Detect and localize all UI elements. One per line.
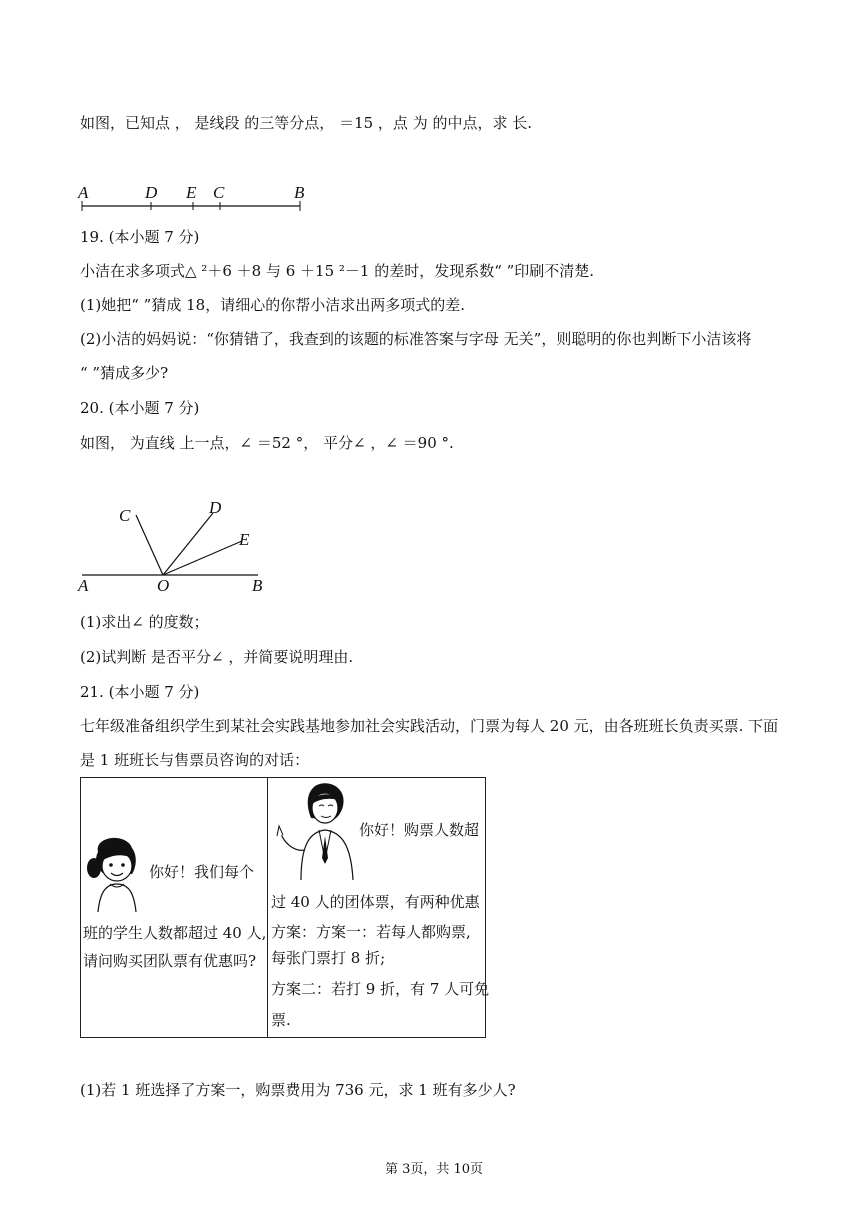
q18-stem: 如图，已知点 ， 是线段 的三等分点， ＝15 ，点 为 的中点，求 长. bbox=[80, 114, 533, 132]
seller-line5: 方案二：若打 9 折，有 7 人可免 bbox=[271, 980, 490, 998]
q19-part2-line1: (2)小洁的妈妈说：“你猜错了，我查到的该题的标准答案与字母 无关”，则聪明的你也判断下小洁该将 bbox=[80, 330, 752, 348]
page-footer: 第 3页，共 10页 bbox=[384, 1162, 484, 1177]
q20-label-o: O bbox=[157, 576, 170, 595]
seller-line2: 过 40 人的团体票，有两种优惠 bbox=[271, 893, 480, 911]
seller-line1: 你好！购票人数超 bbox=[359, 821, 480, 839]
q18-label-e: E bbox=[186, 183, 197, 202]
seller-line4: 每张门票打 8 折; bbox=[271, 949, 386, 967]
q20-label-a: A bbox=[78, 576, 89, 595]
q20-label-e: E bbox=[239, 530, 250, 549]
q19-part1: (1)她把“ ”猜成 18，请细心的你帮小洁求出两多项式的差. bbox=[80, 296, 465, 314]
q20-label-d: D bbox=[209, 498, 222, 517]
q19-header: 19. (本小题 7 分) bbox=[80, 228, 200, 246]
q20-stem: 如图， 为直线 上一点，∠ ＝52 °， 平分∠ ，∠ ＝90 °. bbox=[80, 434, 454, 452]
q21-dialogue-table bbox=[80, 777, 490, 1038]
seller-line3: 方案：方案一：若每人都购票, bbox=[271, 923, 471, 941]
student-girl-illustration bbox=[84, 834, 150, 914]
q18-label-b: B bbox=[294, 183, 305, 202]
q18-label-a: A bbox=[78, 183, 89, 202]
q18-segment-figure bbox=[76, 180, 316, 214]
ticket-seller-illustration bbox=[271, 780, 367, 884]
seller-line6: 票. bbox=[271, 1011, 291, 1029]
q20-part1: (1)求出∠ 的度数； bbox=[80, 613, 209, 631]
q21-table-divider bbox=[267, 778, 268, 1037]
q21-stem-line2: 是 1 班班长与售票员咨询的对话： bbox=[80, 751, 310, 769]
student-line2: 班的学生人数都超过 40 人, bbox=[83, 924, 267, 942]
student-line3: 请问购买团队票有优惠吗? bbox=[83, 952, 257, 970]
q19-part2-line2: “ ”猜成多少? bbox=[80, 364, 169, 382]
q20-label-c: C bbox=[119, 506, 131, 525]
student-line1: 你好！我们每个 bbox=[149, 863, 255, 881]
q18-label-d: D bbox=[145, 183, 158, 202]
q20-angle-figure bbox=[76, 496, 276, 600]
q21-part1: (1)若 1 班选择了方案一，购票费用为 736 元，求 1 班有多少人? bbox=[80, 1081, 516, 1099]
q20-part2: (2)试判断 是否平分∠ ，并简要说明理由. bbox=[80, 648, 354, 666]
q19-stem: 小洁在求多项式△ ²＋6 ＋8 与 6 ＋15 ²－1 的差时，发现系数“ ”印刷不清楚. bbox=[80, 262, 595, 280]
q21-stem-line1: 七年级准备组织学生到某社会实践基地参加社会实践活动，门票为每人 20 元，由各班班长负责买票. 下面 bbox=[80, 717, 779, 735]
q20-header: 20. (本小题 7 分) bbox=[80, 399, 200, 417]
q18-label-c: C bbox=[213, 183, 225, 202]
q20-label-b: B bbox=[252, 576, 263, 595]
q21-header: 21. (本小题 7 分) bbox=[80, 683, 200, 701]
